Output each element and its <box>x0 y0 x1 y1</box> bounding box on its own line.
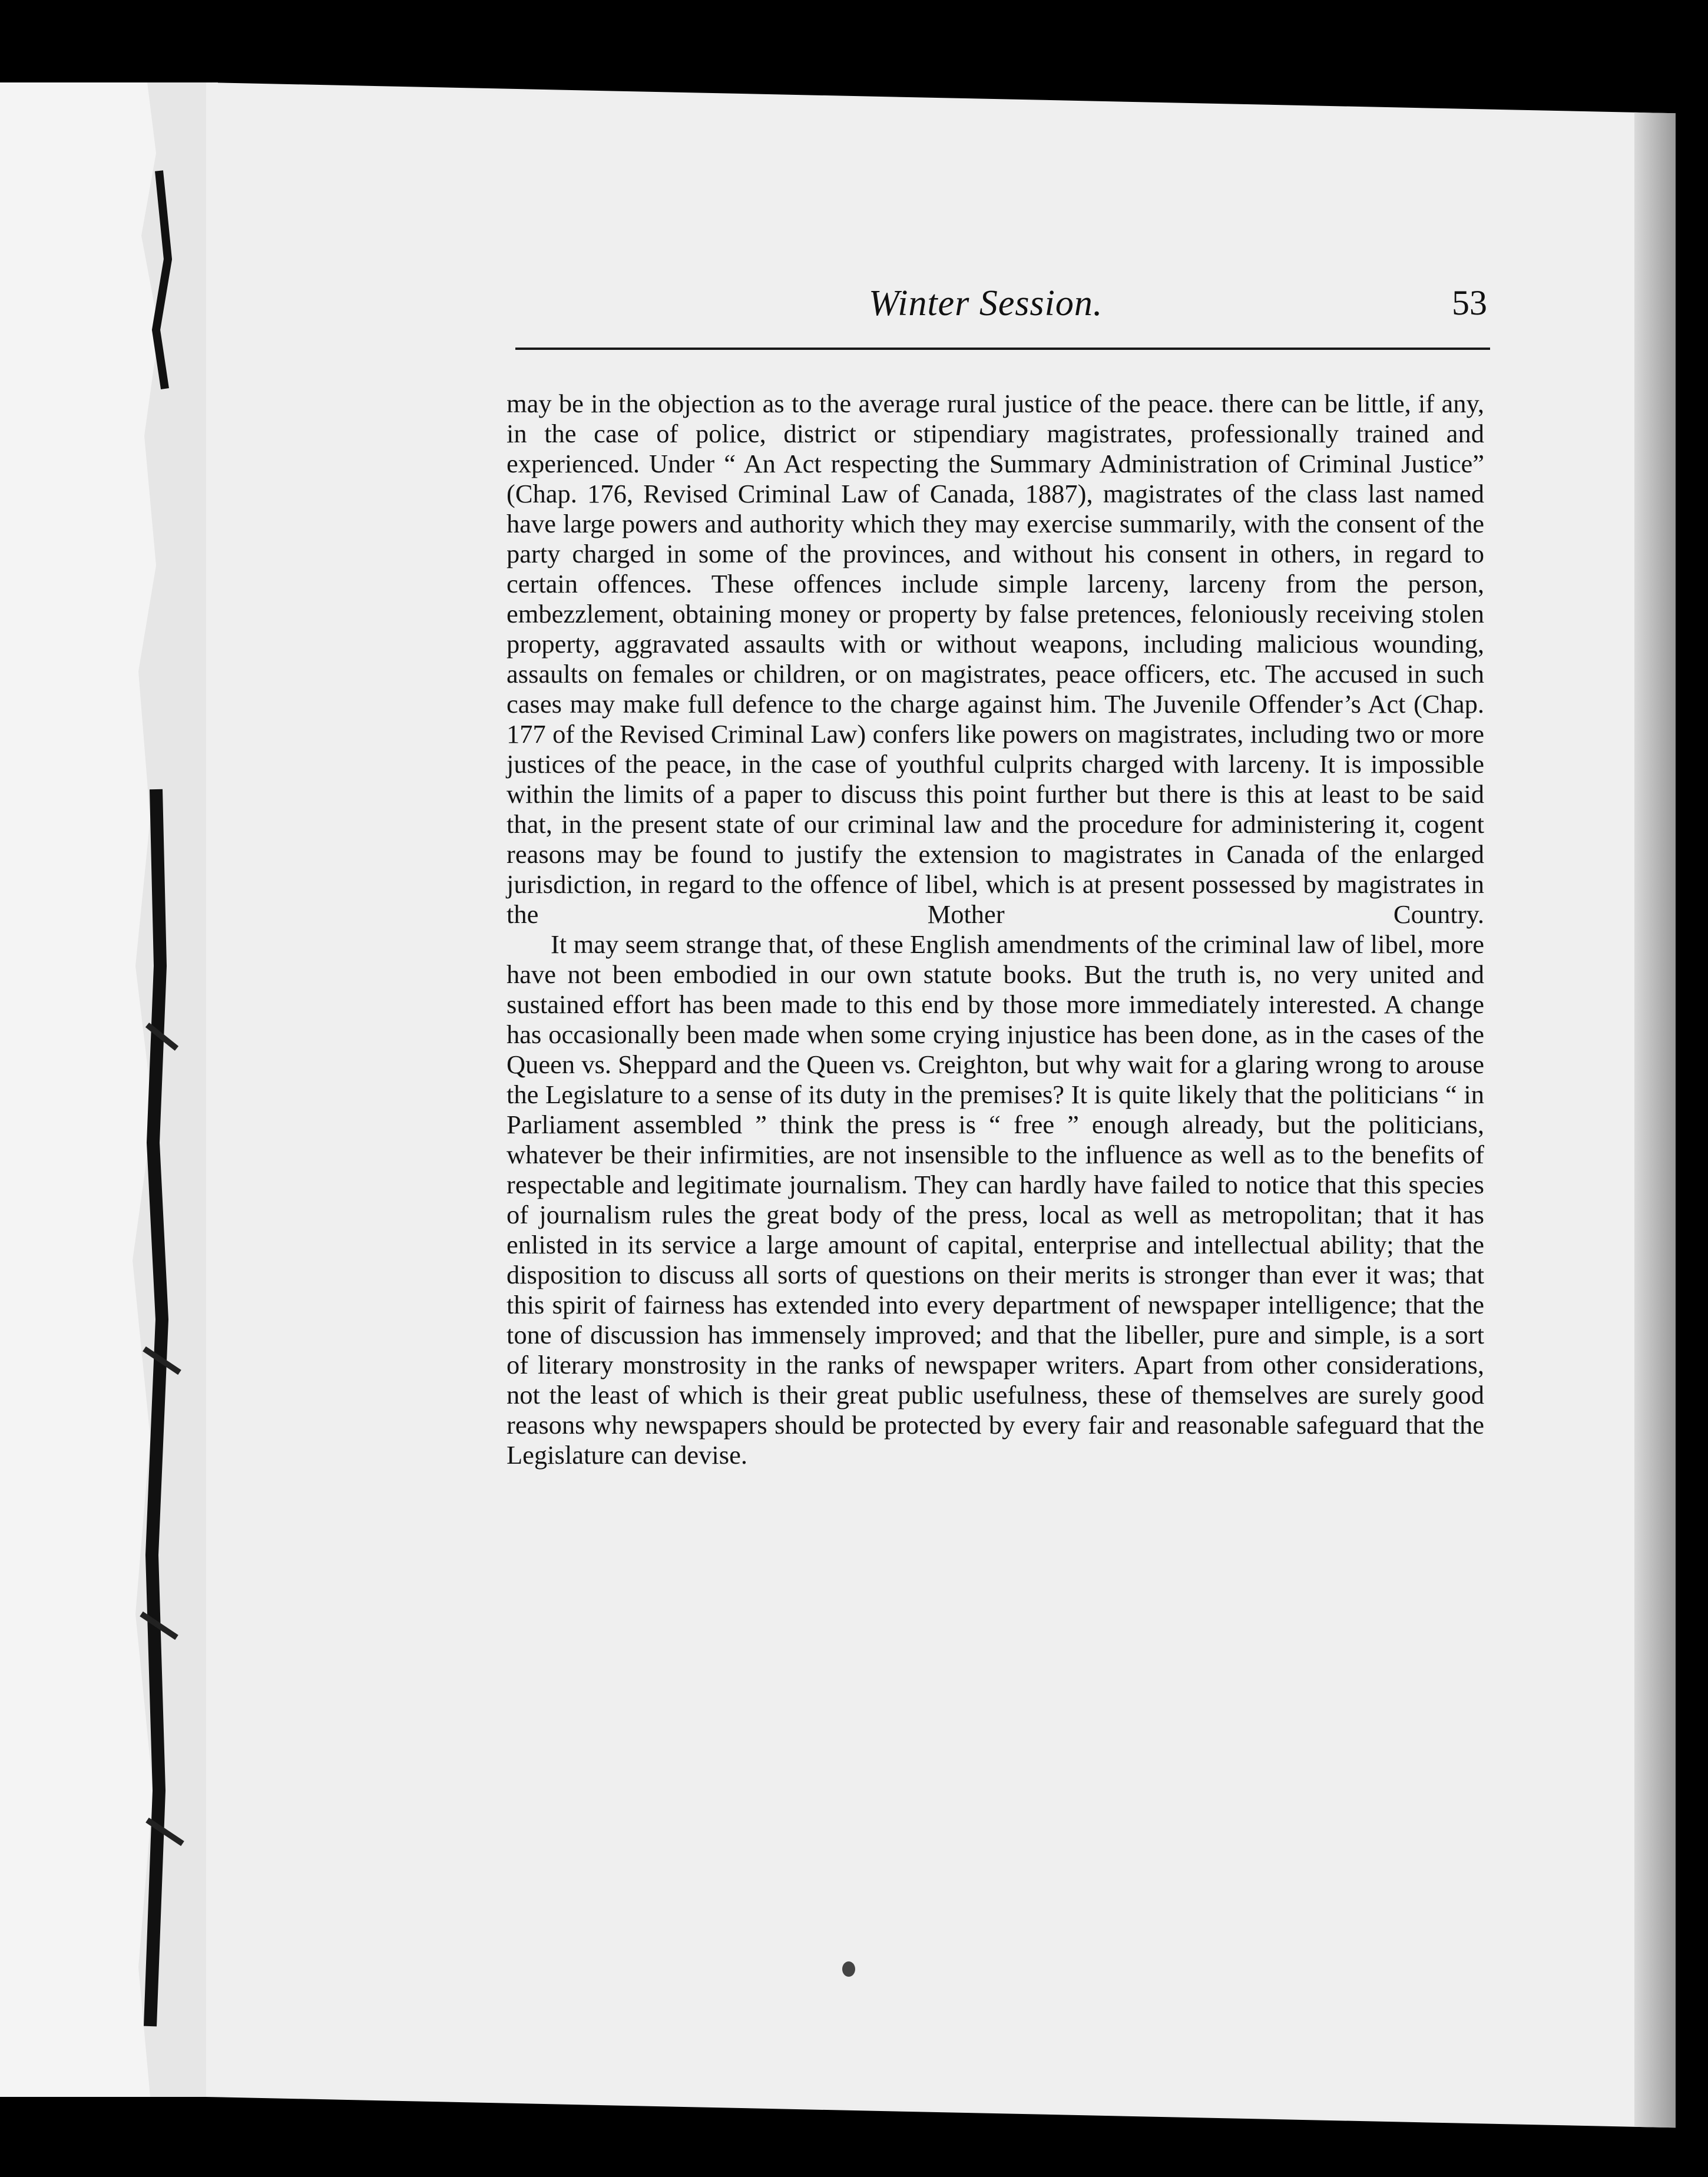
book-binding <box>0 82 218 2097</box>
paragraph: It may seem strange that, of these English amendments of the criminal law of libel, more have not been embodied in our own statute books. But the truth is, no very united and sustained effort has been made to this end by those more immediately interested. A change has occasionally been made when some crying injustice has been done, as in the cases of the Queen vs. Sheppard and the Queen vs. Creighton, but why wait for a glaring wrong to arouse the Legislature to a sense of its duty in the premises? It is quite likely that the politicians “ in Parliament assembled ” think the press is “ free ” enough already, but the politicians, whatever be their infirmities, are not insensible to the influence as well as to the benefits of respectable and legitimate journalism. They can hardly have failed to notice that this species of journalism rules the great body of the press, local as well as metropolitan; that it has enlisted in its service a large amount of capital, enterprise and intellectual ability; that the disposition to discuss all sorts of questions on their merits is stronger than ever it was; that this spirit of fairness has extended into every department of newspaper intelligence; that the tone of discussion has immensely improved; and that the libeller, pure and simple, is a sort of literary monstrosity in the ranks of newspaper writers. Apart from other considerations, not the least of which is their great public usefulness, these of themselves are surely good reasons why newspapers should be protected by every fair and reasonable safeguard that the Legislature can devise. <box>507 929 1484 1470</box>
ink-spot <box>842 1961 855 1977</box>
body-text <box>507 389 1484 1470</box>
running-title: Winter Session. <box>869 283 1103 323</box>
running-head <box>515 277 1487 342</box>
page-edge-shadow <box>1634 113 1676 2128</box>
torn-spine-edge <box>124 82 212 2097</box>
page-number: 53 <box>1452 283 1487 322</box>
paragraph: may be in the objection as to the average rural justice of the peace. there can be little, if any, in the case of police, district or stipendiary magistrates, professionally trained and experienced. Under “ An Act respecting the Summary Administration of Criminal Justice” (Chap. 176, Revised Criminal Law of Canada, 1887), magistrates of the class last named have large powers and authority which they may exercise summarily, with the consent of the party charged in some of the provinces, and without his consent in others, in regard to certain offences. These offences include simple larceny, larceny from the person, embezzlement, obtaining money or property by false pretences, feloniously receiving stolen property, aggravated assaults with or without weapons, including malicious wounding, assaults on females or children, or on magistrates, peace officers, etc. The accused in such cases may make full defence to the charge against him. The Juvenile Offender’s Act (Chap. 177 of the Revised Criminal Law) confers like powers on magistrates, including two or more justices of the peace, in the case of youthful culprits charged with larceny. It is impossible within the limits of a paper to discuss this point further but there is this at least to be said that, in the present state of our criminal law and the procedure for administering it, cogent reasons may be found to justify the extension to magistrates in Canada of the enlarged jurisdiction, in regard to the offence of libel, which is at present possessed by magistrates in the Mother Country. <box>507 389 1484 929</box>
header-rule <box>515 348 1490 350</box>
